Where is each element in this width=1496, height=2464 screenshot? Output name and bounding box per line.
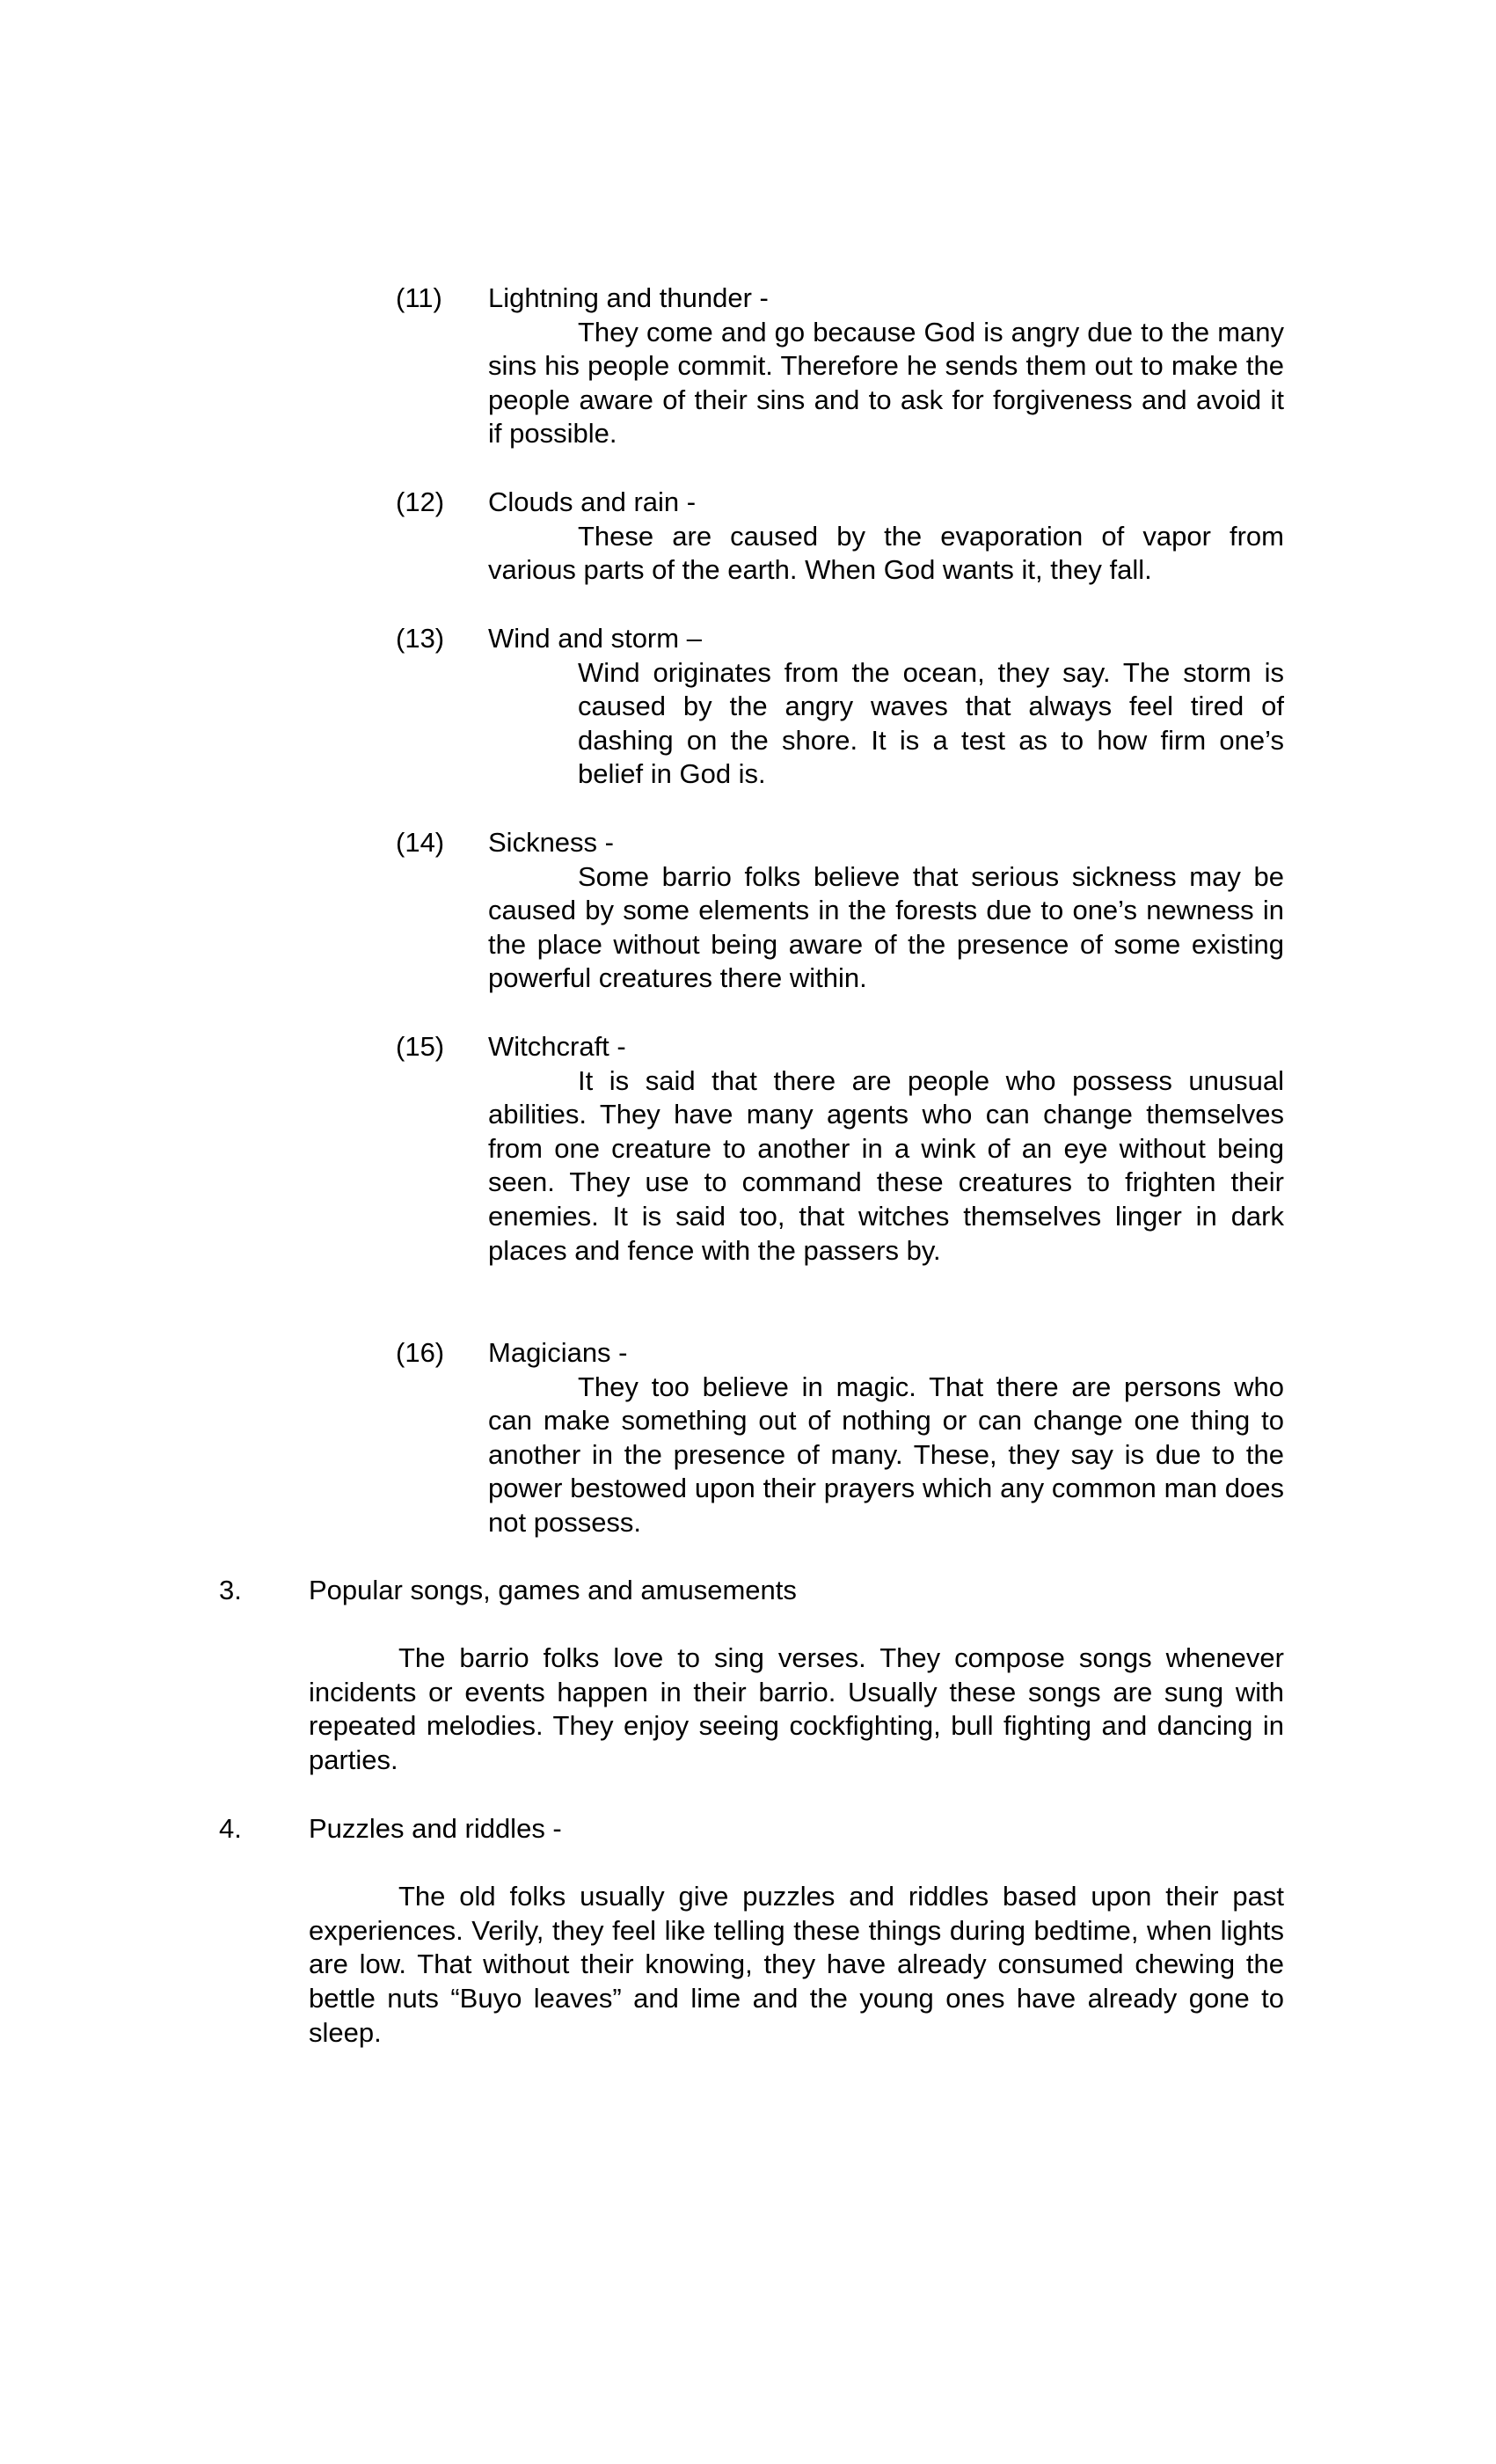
sub-item-body: They come and go because God is angry due to the many sins his people commit. Therefore he sends them out to make the people aware of their sins and to ask for forgiveness and avoid it if possible. bbox=[488, 316, 1284, 450]
sub-item-heading: Clouds and rain - bbox=[488, 486, 697, 517]
sub-item-body: Some barrio folks believe that serious sickness may be caused by some elements in the forests due to one’s newness in the place without being aware of the presence of some existing powerful creatures there within. bbox=[488, 860, 1284, 994]
sub-item-number: (12) bbox=[396, 486, 445, 517]
sub-item-number: (11) bbox=[396, 282, 442, 313]
sub-item-body: These are caused by the evaporation of vapor from various parts of the earth. When God wants it, they fall. bbox=[488, 520, 1284, 586]
sub-item-number: (15) bbox=[396, 1031, 445, 1062]
section-heading: Puzzles and riddles - bbox=[309, 1813, 562, 1844]
sub-item-body: They too believe in magic. That there are persons who can make something out of nothing or can change one thing to another in the presence of many. These, they say is due to the power bestowed upon their prayers which any common man does not possess. bbox=[488, 1371, 1284, 1538]
sub-item-number: (16) bbox=[396, 1337, 445, 1368]
section-body: The old folks usually give puzzles and riddles based upon their past experiences. Verily, they feel like telling these things during bedtime, when lights are low. That without their knowing, they have already consumed chewing the bettle nuts “Buyo leaves” and lime and the young ones have already gone to sleep. bbox=[309, 1881, 1284, 2048]
sub-item-number: (13) bbox=[396, 623, 445, 654]
sub-item-heading: Witchcraft - bbox=[488, 1031, 626, 1062]
sub-item-heading: Wind and storm – bbox=[488, 623, 702, 654]
sub-item-heading: Lightning and thunder - bbox=[488, 282, 769, 313]
sub-item-number: (14) bbox=[396, 827, 445, 858]
section-body: The barrio folks love to sing verses. They compose songs whenever incidents or events happen in their barrio. Usually these songs are sung with repeated melodies. They enjoy seeing cockfighting, bull fighting and dancing in parties. bbox=[309, 1642, 1284, 1775]
sub-item-heading: Magicians - bbox=[488, 1337, 628, 1368]
section-number: 4. bbox=[219, 1813, 242, 1844]
sub-item-body: Wind originates from the ocean, they say. The storm is caused by the angry waves that always feel tired of dashing on the shore. It is a test as to how firm one’s belief in God is. bbox=[578, 656, 1284, 790]
sub-item-heading: Sickness - bbox=[488, 827, 614, 858]
section-heading: Popular songs, games and amusements bbox=[309, 1575, 797, 1605]
section-number: 3. bbox=[219, 1575, 242, 1605]
sub-item-body: It is said that there are people who possess unusual abilities. They have many agents who can change themselves from one creature to another in a wink of an eye without being seen. They use to command these creatures to frighten their enemies. It is said too, that witches themselves linger in dark places and fence with the passers by. bbox=[488, 1064, 1284, 1266]
